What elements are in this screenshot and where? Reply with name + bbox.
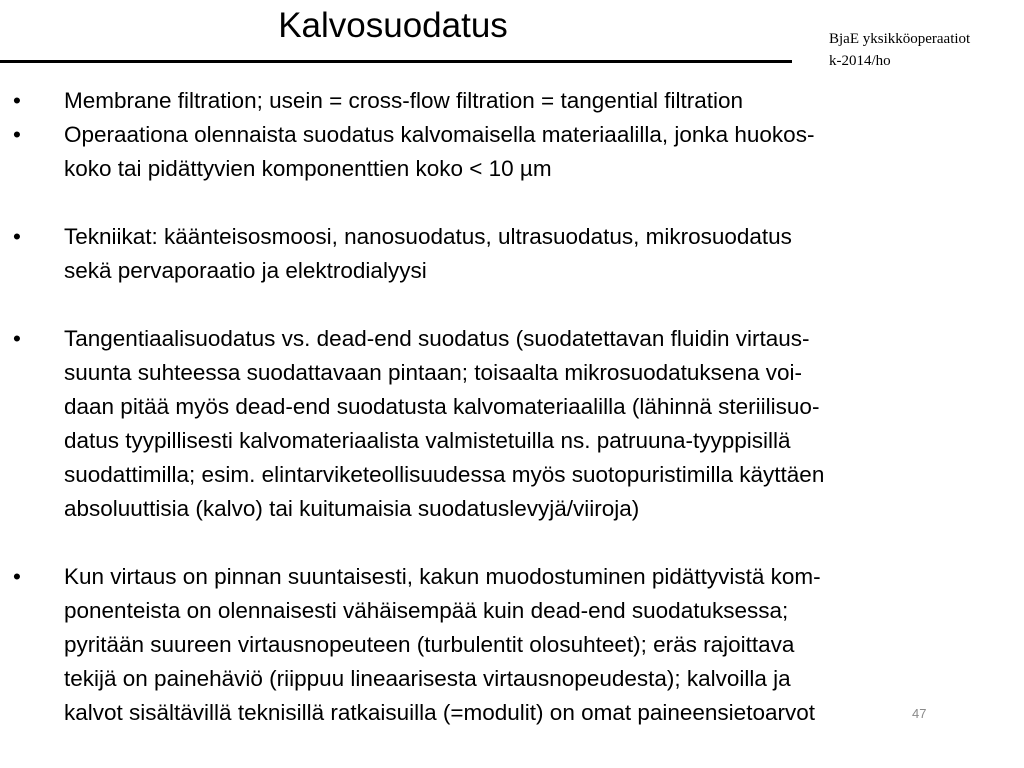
bullet-item — [0, 84, 1024, 118]
bullet-spacer — [0, 186, 1024, 220]
page-number: 47 — [912, 706, 927, 721]
bullet-spacer — [0, 526, 1024, 560]
bullet-marker: • — [13, 122, 21, 147]
bullet-line: daan pitää myös dead-end suodatusta kalvomateriaalilla (lähinnä steriilisuo- — [64, 394, 820, 419]
bullet-marker: • — [13, 88, 21, 113]
bullet-line: Kun virtaus on pinnan suuntaisesti, kakun muodostuminen pidättyvistä kom- — [64, 564, 821, 589]
bullet-marker: • — [13, 224, 21, 249]
course-label-line: BjaE yksikköoperaatiot — [829, 31, 971, 47]
bullet-line: suodattimilla; esim. elintarviketeollisuudessa myös suotopuristimilla käyttäen — [64, 462, 825, 487]
bullet-list — [0, 84, 1024, 730]
bullet-item — [0, 322, 1024, 526]
bullet-line: tekijä on painehäviö (riippuu lineaarisesta virtausnopeudesta); kalvoilla ja — [64, 666, 791, 691]
bullet-item — [0, 560, 1024, 730]
bullet-spacer — [0, 288, 1024, 322]
bullet-line: Tangentiaalisuodatus vs. dead-end suodatus (suodatettavan fluidin virtaus- — [64, 326, 810, 351]
bullet-line: Operaationa olennaista suodatus kalvomaisella materiaalilla, jonka huokos- — [64, 122, 815, 147]
title-underline — [0, 60, 792, 63]
bullet-line: ponenteista on olennaisesti vähäisempää kuin dead-end suodatuksessa; — [64, 598, 789, 623]
bullet-line: datus tyypillisesti kalvomateriaalista valmistetuilla ns. patruuna-tyyppisillä — [64, 428, 791, 453]
bullet-marker: • — [13, 326, 21, 351]
bullet-line: Tekniikat: käänteisosmoosi, nanosuodatus, ultrasuodatus, mikrosuodatus — [64, 224, 792, 249]
bullet-marker: • — [13, 564, 21, 589]
bullet-line: suunta suhteessa suodattavaan pintaan; toisaalta mikrosuodatuksena voi- — [64, 360, 802, 385]
course-label — [829, 28, 970, 72]
bullet-line: absoluuttisia (kalvo) tai kuitumaisia suodatuslevyjä/viiroja) — [64, 496, 640, 521]
bullet-line: kalvot sisältävillä teknisillä ratkaisuilla (=modulit) on omat paineensietoarvot — [64, 700, 815, 725]
bullet-item — [0, 220, 1024, 288]
slide-title: Kalvosuodatus — [278, 6, 508, 45]
bullet-line: pyritään suureen virtausnopeuteen (turbulentit olosuhteet); eräs rajoittava — [64, 632, 795, 657]
bullet-line: koko tai pidättyvien komponenttien koko < 10 µm — [64, 156, 552, 181]
course-label-line: k-2014/ho — [829, 53, 891, 69]
bullet-line: sekä pervaporaatio ja elektrodialyysi — [64, 258, 427, 283]
bullet-item — [0, 118, 1024, 186]
bullet-line: Membrane filtration; usein = cross-flow filtration = tangential filtration — [64, 88, 744, 113]
